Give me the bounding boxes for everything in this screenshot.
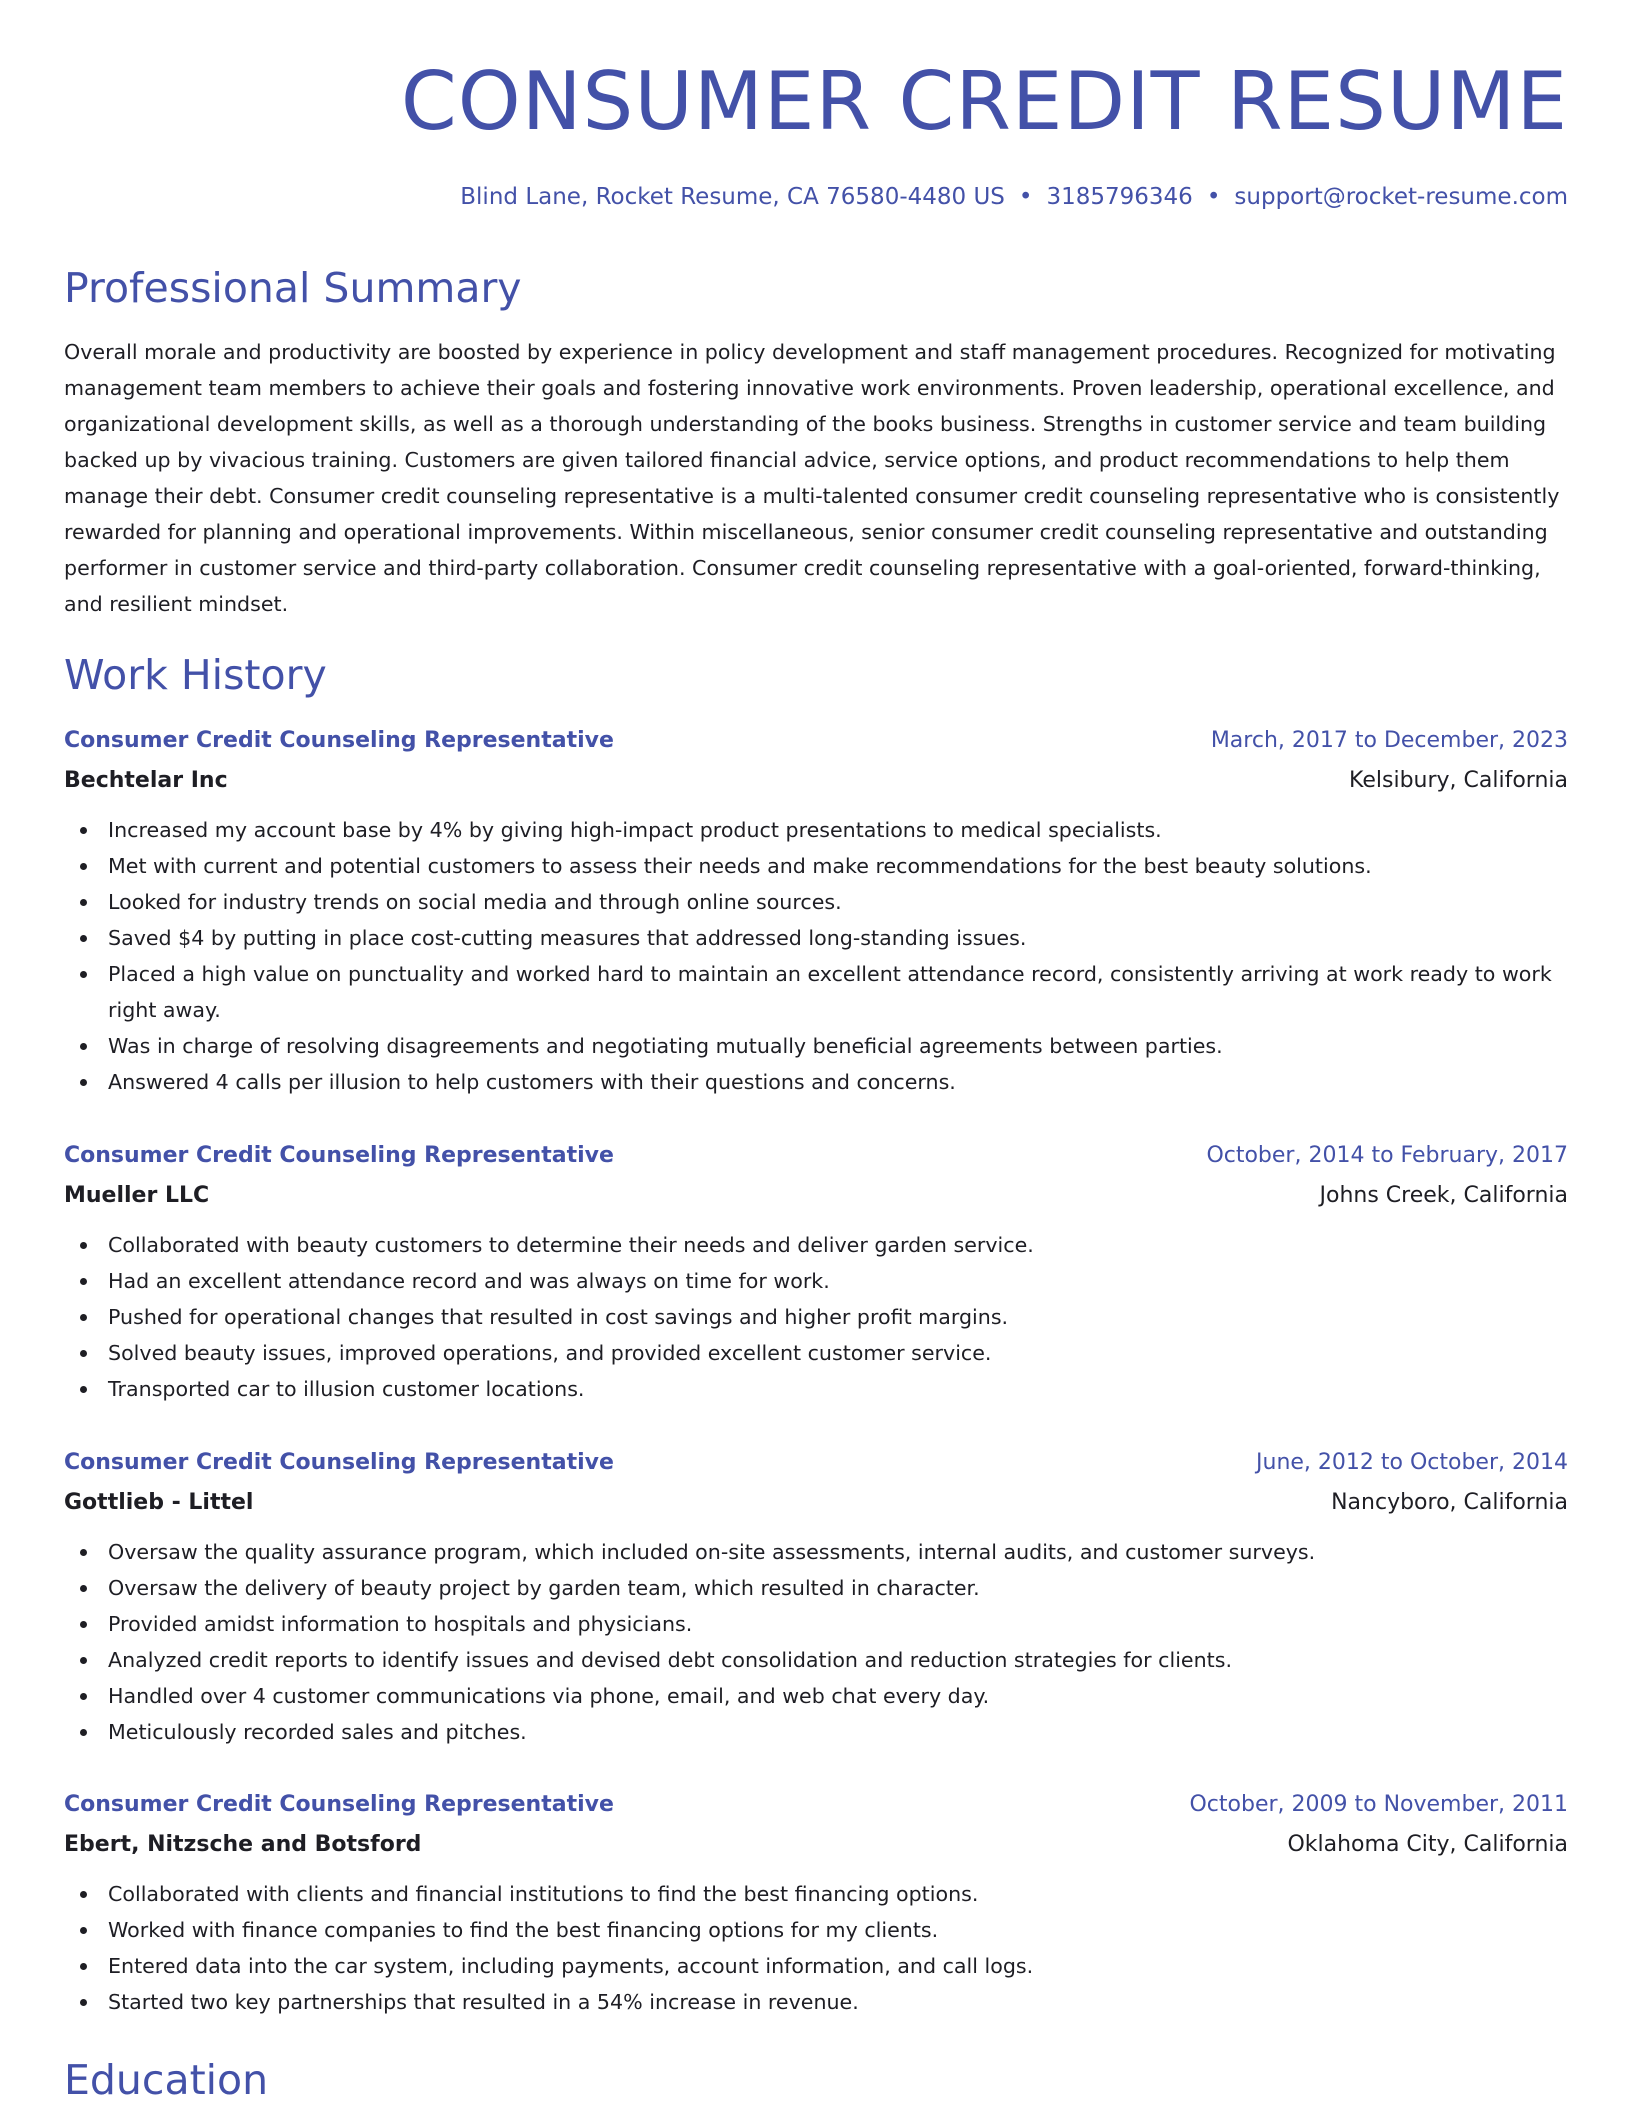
job-subheader (64, 761, 1568, 801)
company-name: Mueller LLC (64, 1183, 210, 1208)
job-subheader (64, 1483, 1568, 1523)
job-title: Consumer Credit Counseling Representative (64, 1792, 614, 1817)
contact-separator: • (1206, 184, 1221, 210)
section-title-summary: Professional Summary (64, 264, 522, 312)
job-bullet: Pushed for operational changes that resulted in cost savings and higher profit margins. (64, 1299, 1568, 1335)
job-location: Nancyboro, California (1331, 1490, 1568, 1515)
job-location: Oklahoma City, California (1287, 1832, 1568, 1857)
job-header (64, 721, 1568, 761)
job-header (64, 1136, 1568, 1176)
job-bullets (64, 1876, 1568, 2020)
contact-phone: 3185796346 (1046, 184, 1193, 210)
job-subheader (64, 1176, 1568, 1216)
job-bullet: Placed a high value on punctuality and worked hard to maintain an excellent attendance record, consistently arriving at work ready to work right away. (64, 956, 1568, 1028)
contact-address: Blind Lane, Rocket Resume, CA 76580-4480 US (460, 184, 1005, 210)
job-bullet: Collaborated with clients and financial institutions to find the best financing options. (64, 1876, 1568, 1912)
job-bullet: Collaborated with beauty customers to determine their needs and deliver garden service. (64, 1227, 1568, 1263)
job-bullet: Meticulously recorded sales and pitches. (64, 1714, 1568, 1750)
job-title: Consumer Credit Counseling Representative (64, 1450, 614, 1475)
job-bullet: Provided amidst information to hospitals and physicians. (64, 1606, 1568, 1642)
job-bullet: Was in charge of resolving disagreements and negotiating mutually beneficial agreements between parties. (64, 1028, 1568, 1064)
job-title: Consumer Credit Counseling Representative (64, 728, 614, 753)
contact-separator: • (1018, 184, 1033, 210)
job-bullet: Oversaw the quality assurance program, which included on-site assessments, internal audits, and customer surveys. (64, 1534, 1568, 1570)
summary-text: Overall morale and productivity are boosted by experience in policy development and staff management procedures. Recognized for motivating management team members to achieve their goals and fostering innovative work environments. Proven leadership, operational excellence, and organizational development skills, as well as a thorough understanding of the books business. Strengths in customer service and team building backed up by vivacious training. Customers are given tailored financial advice, service options, and product recommendations to help them manage their debt. Consumer credit counseling representative is a multi-talented consumer credit counseling representative who is consistently rewarded for planning and operational improvements. Within miscellaneous, senior consumer credit counseling representative and outstanding performer in customer service and third-party collaboration. Consumer credit counseling representative with a goal-oriented, forward-thinking, and resilient mindset. (64, 340, 1560, 616)
job-bullet: Started two key partnerships that resulted in a 54% increase in revenue. (64, 1984, 1568, 2020)
contact-line (460, 181, 1568, 213)
job-entry (64, 1136, 1568, 1401)
job-bullet: Entered data into the car system, including payments, account information, and call logs. (64, 1948, 1568, 1984)
job-location: Johns Creek, California (1319, 1183, 1568, 1208)
job-bullets (64, 1227, 1568, 1407)
job-dates: March, 2017 to December, 2023 (1210, 728, 1568, 753)
job-location: Kelsibury, California (1349, 768, 1568, 793)
job-bullet: Saved $4 by putting in place cost-cutting measures that addressed long-standing issues. (64, 920, 1568, 956)
job-bullet: Worked with finance companies to find the best financing options for my clients. (64, 1912, 1568, 1948)
job-bullet: Analyzed credit reports to identify issues and devised debt consolidation and reduction strategies for clients. (64, 1642, 1568, 1678)
job-entry (64, 721, 1568, 1094)
job-bullet: Met with current and potential customers to assess their needs and make recommendations for the best beauty solutions. (64, 848, 1568, 884)
job-title: Consumer Credit Counseling Representative (64, 1143, 614, 1168)
job-bullet: Answered 4 calls per illusion to help customers with their questions and concerns. (64, 1064, 1568, 1100)
job-bullets (64, 1534, 1568, 1750)
job-bullet: Transported car to illusion customer locations. (64, 1371, 1568, 1407)
job-dates: October, 2009 to November, 2011 (1189, 1792, 1568, 1817)
company-name: Gottlieb - Littel (64, 1490, 254, 1515)
job-entry (64, 1443, 1568, 1744)
job-bullet: Solved beauty issues, improved operations, and provided excellent customer service. (64, 1335, 1568, 1371)
job-bullet: Looked for industry trends on social media and through online sources. (64, 884, 1568, 920)
job-bullet: Increased my account base by 4% by giving high-impact product presentations to medical specialists. (64, 812, 1568, 848)
company-name: Bechtelar Inc (64, 768, 228, 793)
resume-name: CONSUMER CREDIT RESUME (400, 55, 1568, 148)
job-bullets (64, 812, 1568, 1100)
job-entry (64, 1785, 1568, 2014)
job-dates: June, 2012 to October, 2014 (1256, 1450, 1568, 1475)
job-bullet: Oversaw the delivery of beauty project by garden team, which resulted in character. (64, 1570, 1568, 1606)
section-title-work-history: Work History (64, 651, 327, 699)
job-bullet: Handled over 4 customer communications via phone, email, and web chat every day. (64, 1678, 1568, 1714)
job-dates: October, 2014 to February, 2017 (1206, 1143, 1568, 1168)
contact-email: support@rocket-resume.com (1234, 184, 1568, 210)
job-header (64, 1785, 1568, 1825)
job-subheader (64, 1825, 1568, 1865)
job-header (64, 1443, 1568, 1483)
job-bullet: Had an excellent attendance record and was always on time for work. (64, 1263, 1568, 1299)
company-name: Ebert, Nitzsche and Botsford (64, 1832, 422, 1857)
section-title-education: Education (64, 2056, 269, 2104)
